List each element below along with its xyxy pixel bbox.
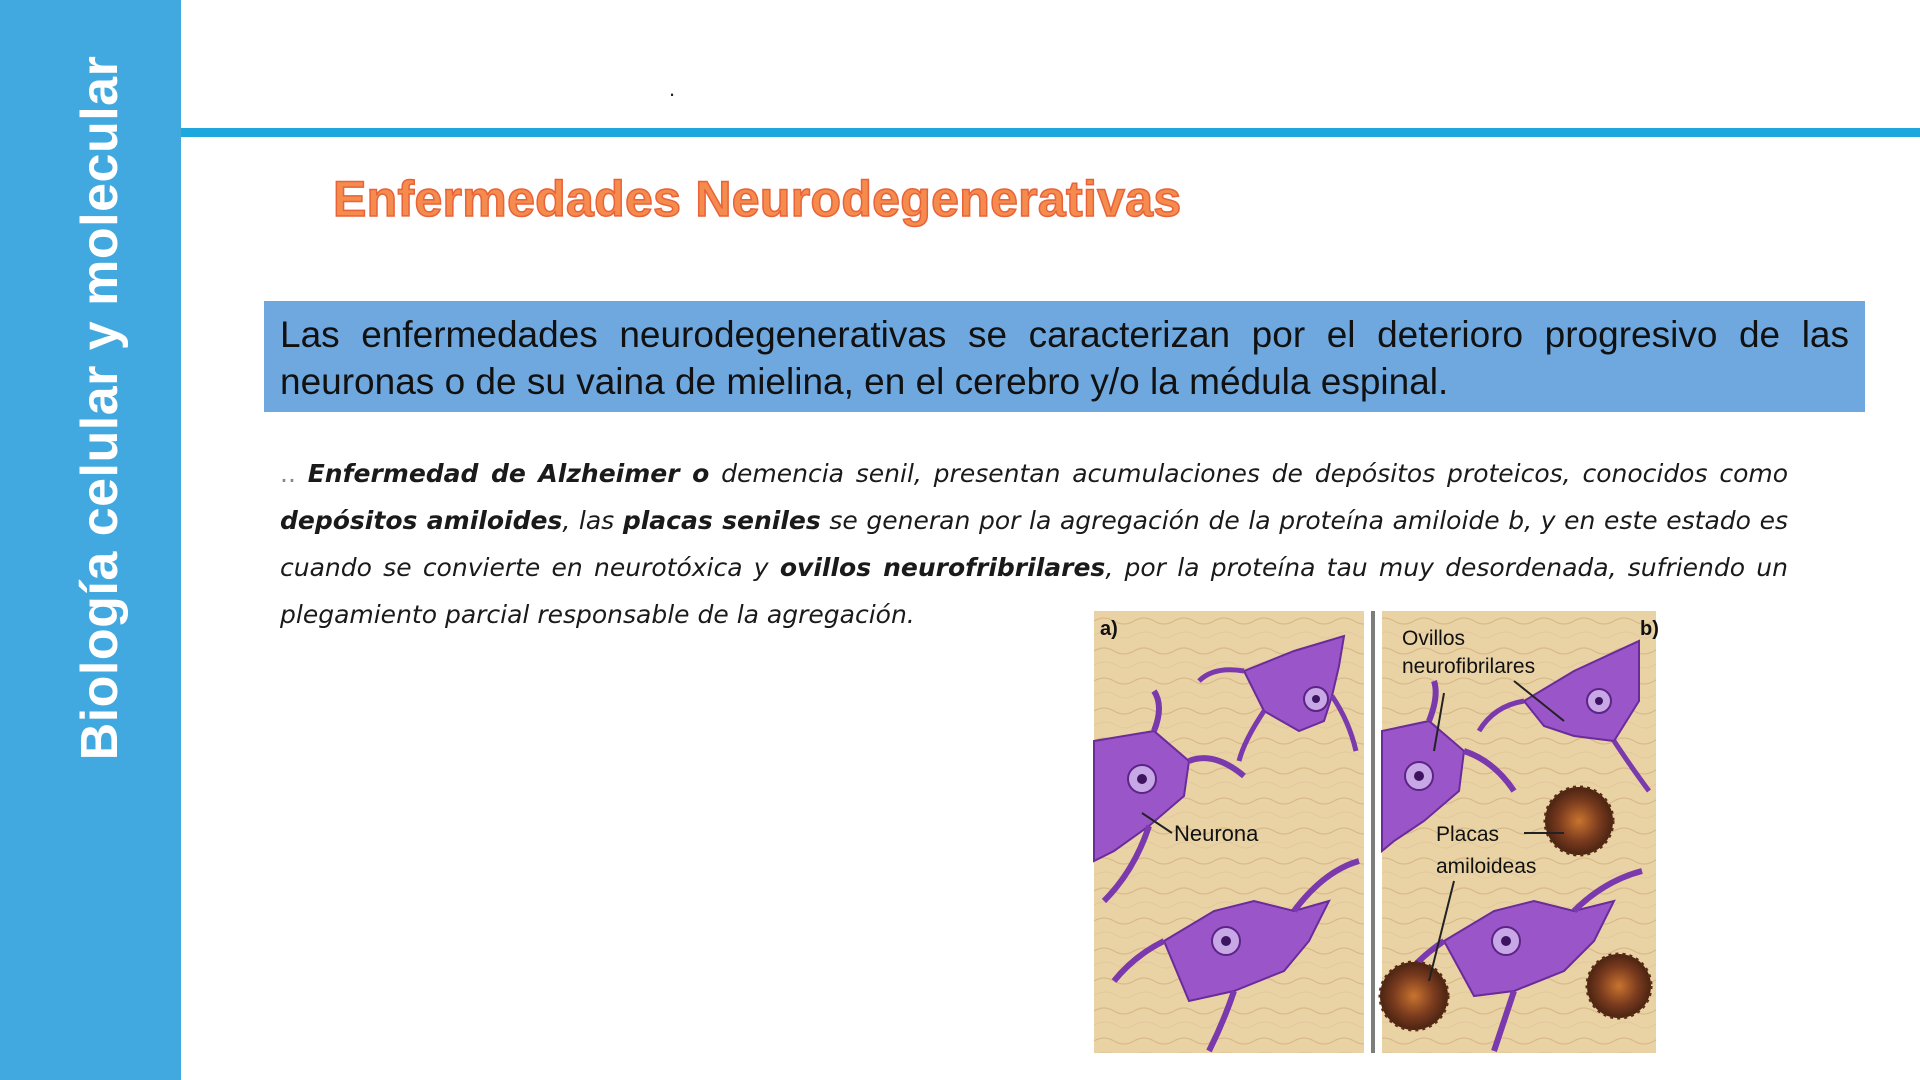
bullet-marker: .. <box>280 459 296 488</box>
paragraph-text-3: se generan por la agregación de la proteína amiloide b, y en este estado es cuando se convierte en neurotóxica y <box>280 506 1788 582</box>
term-alzheimer: Enfermedad de Alzheimer o <box>307 459 710 488</box>
header-divider <box>181 128 1920 137</box>
paragraph-text-1: demencia senil, presentan acumulaciones de depósitos proteicos, conocidos como <box>709 459 1789 488</box>
header-dot: . <box>669 76 676 101</box>
label-placas-1: Placas <box>1436 823 1500 846</box>
body-paragraph <box>280 450 1788 638</box>
term-ovillos: ovillos neurofribrilares <box>779 553 1106 582</box>
panel-a <box>1094 611 1364 1053</box>
term-depositos-amiloides: depósitos amiloides <box>280 506 563 535</box>
label-neurona: Neurona <box>1174 821 1259 846</box>
panel-a-label: a) <box>1100 618 1118 640</box>
sidebar <box>0 0 181 1080</box>
sidebar-title: Biología celular y molecular <box>71 55 129 761</box>
page-title: Enfermedades Neurodegenerativas <box>333 171 1182 227</box>
paragraph-text-4: , por la proteína tau muy desordenada, sufriendo un plegamiento parcial responsable de la agregación. <box>280 553 1788 629</box>
label-ovillos-1: Ovillos <box>1402 627 1466 650</box>
neuron-illustration-svg <box>1094 611 1659 1053</box>
definition-box: Las enfermedades neurodegenerativas se caracterizan por el deterioro progresivo de las neuronas o de su vaina de mielina, en el cerebro y/o la médula espinal. <box>264 301 1865 412</box>
paragraph-text-2: , las <box>562 506 623 535</box>
neuron-illustration <box>1094 611 1659 1053</box>
panel-b-label: b) <box>1640 618 1659 640</box>
panel-b <box>1380 611 1659 1053</box>
label-ovillos-2: neurofibrilares <box>1402 655 1536 678</box>
term-placas-seniles: placas seniles <box>622 506 821 535</box>
label-placas-2: amiloideas <box>1436 855 1537 878</box>
